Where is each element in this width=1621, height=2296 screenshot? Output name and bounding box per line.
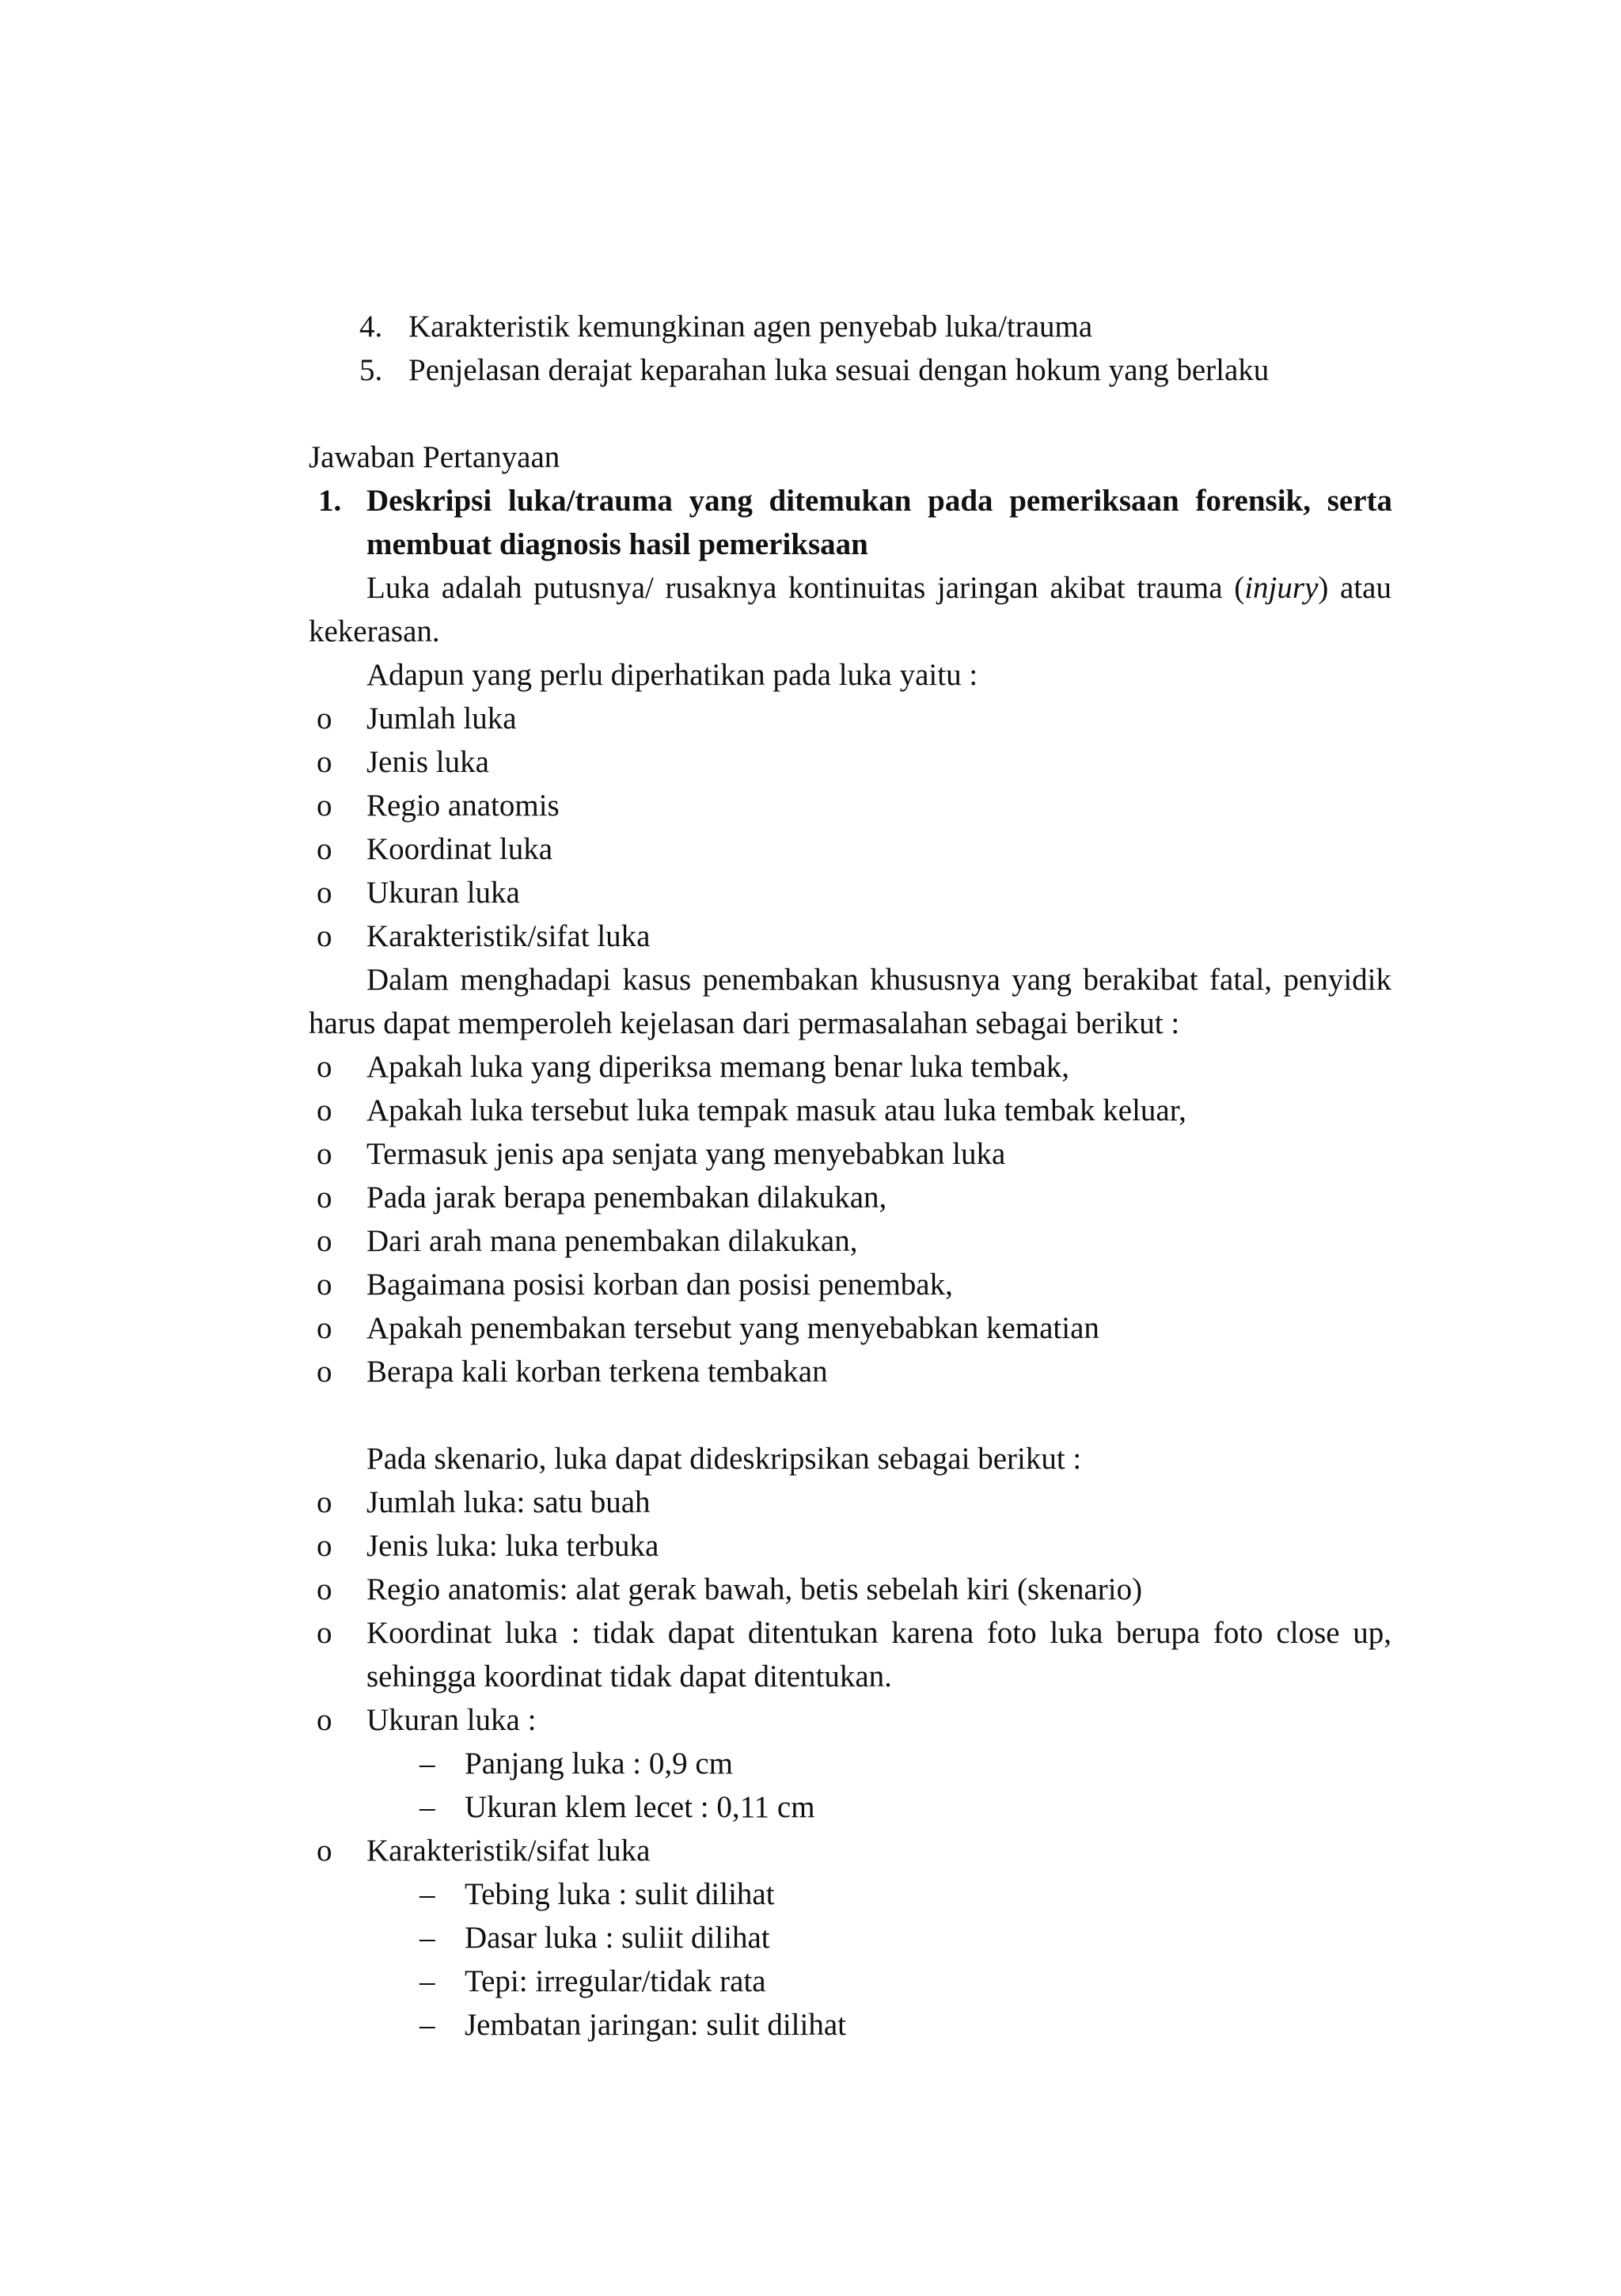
section-title <box>309 435 1391 479</box>
definition-text-after: ) atau kekerasan. <box>309 571 1391 648</box>
dash-marker: – <box>419 1921 435 1955</box>
sub-list-item <box>309 1960 1391 2003</box>
list-item-text: Koordinat luka : tidak dapat ditentukan karena foto luka berupa foto close up, sehingga koordinat tidak dapat ditentukan. <box>366 1616 1391 1693</box>
bullet-marker: o <box>317 1355 332 1389</box>
list-item-text: Apakah luka yang diperiksa memang benar luka tembak, <box>366 1050 1070 1084</box>
dash-marker: – <box>419 1747 435 1781</box>
dash-marker: – <box>419 2008 435 2042</box>
list-item-4 <box>309 305 1391 348</box>
bullet-marker: o <box>317 1268 332 1302</box>
definition-italic-term: injury <box>1244 571 1319 605</box>
bullet-marker: o <box>317 1834 332 1868</box>
list-item <box>309 1219 1391 1263</box>
list-item-text: Jenis luka <box>366 745 489 779</box>
sub-list-item <box>309 1916 1391 1960</box>
dash-marker: – <box>419 1790 435 1824</box>
dash-marker: – <box>419 1964 435 1998</box>
attention-intro <box>309 653 1391 697</box>
list-item-text: Jumlah luka: satu buah <box>366 1485 651 1519</box>
bullet-marker: o <box>317 876 332 910</box>
list-item <box>309 1350 1391 1393</box>
bullet-marker: o <box>317 1616 332 1650</box>
list-item <box>309 740 1391 784</box>
bullet-marker: o <box>317 745 332 779</box>
list-item <box>309 1132 1391 1176</box>
list-number: 4. <box>359 310 383 344</box>
bullet-marker: o <box>317 1529 332 1563</box>
bullet-marker: o <box>317 1224 332 1258</box>
definition-paragraph <box>309 566 1391 653</box>
list-item <box>309 1568 1391 1611</box>
list-item-text: Koordinat luka <box>366 832 553 866</box>
bullet-marker: o <box>317 701 332 736</box>
list-item <box>309 827 1391 871</box>
scenario-intro-text: Pada skenario, luka dapat dideskripsikan sebagai berikut : <box>366 1442 1082 1476</box>
list-item-text: Regio anatomis: alat gerak bawah, betis sebelah kiri (skenario) <box>366 1572 1143 1606</box>
bullet-marker: o <box>317 919 332 953</box>
list-item <box>309 1611 1391 1698</box>
list-item-5 <box>309 348 1391 392</box>
bullet-marker: o <box>317 1485 332 1519</box>
page-content <box>309 305 1391 2047</box>
bullet-marker: o <box>317 1050 332 1084</box>
section-title-text: Jawaban Pertanyaan <box>309 440 560 474</box>
sub-list-item-text: Dasar luka : suliit dilihat <box>465 1921 770 1955</box>
list-item-text: Bagaimana posisi korban dan posisi penembak, <box>366 1268 953 1302</box>
question-heading <box>309 479 1391 566</box>
question-title: Deskripsi luka/trauma yang ditemukan pada pemeriksaan forensik, serta membuat diagnosis hasil pemeriksaan <box>366 484 1392 561</box>
sub-list-item <box>309 2003 1391 2047</box>
list-item-text: Ukuran luka : <box>366 1703 537 1737</box>
sub-list-item-text: Ukuran klem lecet : 0,11 cm <box>465 1790 815 1824</box>
list-item <box>309 1481 1391 1524</box>
bullet-marker: o <box>317 1311 332 1345</box>
list-item <box>309 1045 1391 1089</box>
list-item <box>309 1306 1391 1350</box>
list-item-text: Apakah penembakan tersebut yang menyebabkan kematian <box>366 1311 1099 1345</box>
dash-marker: – <box>419 1877 435 1911</box>
sub-list-item-text: Tepi: irregular/tidak rata <box>465 1964 766 1998</box>
blank-line <box>309 392 1391 435</box>
list-item-text: Pada jarak berapa penembakan dilakukan, <box>366 1180 887 1215</box>
bullet-marker: o <box>317 1093 332 1127</box>
sub-list-item <box>309 1785 1391 1829</box>
list-item <box>309 1524 1391 1568</box>
bullet-marker: o <box>317 832 332 866</box>
list-item <box>309 697 1391 740</box>
list-item-text: Penjelasan derajat keparahan luka sesuai dengan hokum yang berlaku <box>408 353 1270 387</box>
list-item-text: Karakteristik/sifat luka <box>366 1834 651 1868</box>
sub-list-item <box>309 1872 1391 1916</box>
list-item-text: Karakteristik kemungkinan agen penyebab luka/trauma <box>408 310 1093 344</box>
bullet-marker: o <box>317 1137 332 1171</box>
blank-line <box>309 1393 1391 1437</box>
sub-list-item-text: Tebing luka : sulit dilihat <box>465 1877 775 1911</box>
list-item <box>309 1089 1391 1132</box>
bullet-marker: o <box>317 789 332 823</box>
list-item-text: Karakteristik/sifat luka <box>366 919 651 953</box>
bullet-marker: o <box>317 1180 332 1215</box>
list-item <box>309 871 1391 914</box>
definition-text-before: Luka adalah putusnya/ rusaknya kontinuitas jaringan akibat trauma ( <box>366 571 1245 605</box>
sub-list-item-text: Jembatan jaringan: sulit dilihat <box>465 2008 846 2042</box>
sub-list-item <box>309 1742 1391 1785</box>
scenario-intro <box>309 1437 1391 1481</box>
list-item-text: Berapa kali korban terkena tembakan <box>366 1355 828 1389</box>
list-item-text: Apakah luka tersebut luka tempak masuk atau luka tembak keluar, <box>366 1093 1186 1127</box>
shooting-paragraph: Dalam menghadapi kasus penembakan khususnya yang berakibat fatal, penyidik harus dapat memperoleh kejelasan dari permasalahan sebagai berikut : <box>309 963 1391 1040</box>
list-item-text: Jenis luka: luka terbuka <box>366 1529 659 1563</box>
list-item <box>309 1263 1391 1306</box>
bullet-marker: o <box>317 1572 332 1606</box>
list-item <box>309 1176 1391 1219</box>
attention-intro-text: Adapun yang perlu diperhatikan pada luka yaitu : <box>366 658 978 692</box>
list-item-text: Jumlah luka <box>366 701 517 736</box>
bullet-marker: o <box>317 1703 332 1737</box>
list-number: 5. <box>359 353 383 387</box>
sub-list-item-text: Panjang luka : 0,9 cm <box>465 1747 734 1781</box>
list-item-text: Termasuk jenis apa senjata yang menyebabkan luka <box>366 1137 1006 1171</box>
question-number: 1. <box>318 484 342 518</box>
list-item <box>309 914 1391 958</box>
list-item-text: Dari arah mana penembakan dilakukan, <box>366 1224 858 1258</box>
list-item-text: Regio anatomis <box>366 789 560 823</box>
list-item <box>309 1698 1391 1742</box>
list-item <box>309 784 1391 827</box>
list-item-text: Ukuran luka <box>366 876 520 910</box>
list-item <box>309 1829 1391 1872</box>
